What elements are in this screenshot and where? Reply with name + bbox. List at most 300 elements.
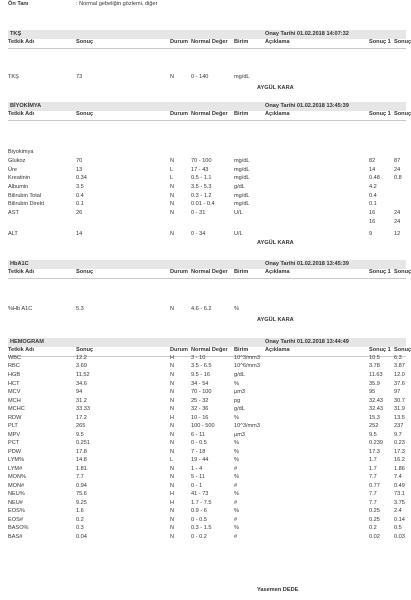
column-header-status: Durum [170, 269, 189, 275]
cell-result: 17.2 [76, 414, 87, 421]
column-header-prev2: Sonuç [394, 269, 411, 275]
table-row [0, 307, 406, 314]
cell-p1: 0.239 [369, 440, 383, 446]
table-row [0, 526, 406, 533]
cell-name: EOS% [8, 508, 25, 514]
cell-name: LYM# [8, 465, 23, 472]
section-header [8, 102, 406, 111]
cell-status: N [170, 74, 175, 80]
approval-date: Onay Tarihi 01.02.2018 14:07:32 [265, 31, 349, 37]
signer-name: AYGÜL KARA [257, 317, 294, 323]
cell-unit: µm3 [234, 389, 245, 395]
cell-name: PDW [8, 448, 22, 455]
table-row [0, 484, 406, 491]
table-row [0, 416, 406, 423]
cell-p1: 1.7 [369, 457, 377, 463]
cell-normal: 0 - 34 [191, 231, 206, 237]
signer-name: Yasemen DEDE [257, 587, 299, 593]
cell-unit: # [234, 482, 238, 489]
cell-p1: 0.1 [369, 201, 377, 207]
column-header-note: Açıklama [265, 347, 290, 353]
cell-p2: 0.49 [394, 482, 405, 489]
cell-result: 14.8 [76, 457, 87, 463]
cell-status: N [170, 380, 175, 387]
cell-result: 9.25 [76, 499, 87, 506]
column-header-prev2: Sonuç [394, 111, 411, 117]
cell-normal: 6 - 11 [191, 431, 205, 438]
column-header-unit: Birim [234, 111, 249, 117]
cell-normal: 0 - 0.5 [191, 440, 207, 446]
cell-unit: # [234, 499, 238, 506]
section-header [8, 338, 406, 347]
cell-result: 14 [76, 231, 83, 237]
cell-name: AST [8, 210, 19, 216]
cell-normal: 100 - 500 [191, 423, 215, 429]
cell-result: 0.2 [76, 516, 84, 523]
cell-p1: 16 [369, 219, 376, 225]
cell-p1: 0.25 [369, 516, 380, 523]
cell-p1: 95 [369, 389, 376, 395]
cell-result: 0.3 [76, 525, 84, 531]
cell-normal: 0.01 - 0.4 [191, 201, 215, 207]
cell-p1: 0.77 [369, 482, 380, 489]
cell-status: N [170, 448, 175, 455]
column-header-normal: Normal Değer [191, 111, 228, 117]
cell-result: 3.69 [76, 363, 87, 369]
header-rule [8, 48, 406, 49]
cell-status: N [170, 482, 175, 489]
cell-unit: mg/dL [234, 74, 250, 80]
cell-status: H [170, 491, 175, 497]
cell-p2: 0.23 [394, 440, 405, 446]
cell-unit: % [234, 380, 239, 387]
cell-p1: 82 [369, 158, 376, 164]
cell-status: N [170, 372, 175, 378]
cell-p1: 7.7 [369, 499, 377, 506]
cell-status: H [170, 414, 175, 421]
section-header [8, 260, 406, 269]
cell-normal: 3.5 - 6.5 [191, 363, 212, 369]
cell-result: 75.6 [76, 491, 87, 497]
cell-status: N [170, 406, 175, 412]
cell-result: 0.34 [76, 175, 87, 181]
cell-p2: 31.9 [394, 406, 405, 412]
cell-p1: 3.78 [369, 363, 380, 369]
cell-status: N [170, 158, 175, 164]
cell-name: MCHC [8, 406, 25, 412]
cell-status: N [170, 184, 175, 190]
cell-unit: % [234, 306, 239, 312]
cell-normal: 0.3 - 1.5 [191, 525, 212, 531]
signer-name: AYGÜL KARA [257, 240, 294, 246]
column-header-note: Açıklama [265, 111, 290, 117]
cell-result: 0.251 [76, 440, 90, 446]
cell-name: Albumin [8, 184, 29, 190]
cell-normal: 19 - 44 [191, 457, 209, 463]
table-row [0, 168, 406, 175]
cell-normal: 0 - 1 [191, 482, 203, 489]
column-header-unit: Birim [234, 347, 249, 353]
cell-unit: U/L [234, 231, 243, 237]
cell-unit: % [234, 474, 239, 480]
cell-p2: 13.5 [394, 414, 405, 421]
cell-status: L [170, 175, 174, 181]
cell-result: 0.94 [76, 482, 87, 489]
cell-name: RDW [8, 414, 22, 421]
table-row [0, 518, 406, 525]
cell-p2: 12.0 [394, 372, 405, 378]
cell-name: MCV [8, 389, 21, 395]
cell-name: BASO% [8, 525, 29, 531]
section-title: TKŞ [10, 31, 22, 37]
cell-status: N [170, 508, 175, 514]
column-header-normal: Normal Değer [191, 269, 228, 275]
column-header-prev1: Sonuç 1 [369, 39, 391, 45]
column-header-status: Durum [170, 111, 189, 117]
cell-p2: 24 [394, 219, 401, 225]
column-header-result: Sonuç [76, 39, 94, 45]
table-row [0, 194, 406, 201]
cell-p1: 16 [369, 210, 376, 216]
column-header-unit: Birim [234, 269, 249, 275]
table-row [0, 176, 406, 183]
table-row [0, 390, 406, 397]
cell-p1: 0.2 [369, 525, 377, 531]
cell-name: TKŞ [8, 74, 19, 80]
cell-unit: # [234, 533, 238, 540]
table-row [0, 492, 406, 499]
cell-unit: mg/dL [234, 193, 250, 199]
diagnosis-label: Ön Tanı [8, 1, 29, 7]
column-header-result: Sonuç [76, 347, 94, 353]
table-row [0, 407, 406, 414]
cell-unit: g/dL [234, 372, 245, 378]
cell-p1: 7.7 [369, 474, 377, 480]
cell-unit: mg/dL [234, 175, 250, 181]
cell-normal: 7 - 18 [191, 448, 206, 455]
cell-name: Bilirubin Direkt [8, 201, 45, 207]
cell-status: L [170, 166, 174, 173]
approval-date: Onay Tarihi 01.02.2018 13:45:39 [265, 261, 349, 267]
cell-unit: % [234, 508, 239, 514]
cell-unit: 10^3/mm3 [234, 355, 260, 361]
cell-status: N [170, 193, 175, 199]
cell-normal: 1.7 - 7.5 [191, 499, 212, 506]
cell-name: Kreatinin [8, 175, 31, 181]
cell-name: BAS# [8, 533, 23, 540]
table-row [0, 424, 406, 431]
cell-p2: 24 [394, 166, 401, 173]
cell-p2: 9.7 [394, 431, 402, 438]
column-header-note: Açıklama [265, 269, 290, 275]
cell-normal: 17 - 43 [191, 166, 209, 173]
cell-p2: 7.4 [394, 474, 402, 480]
cell-p2: 0.14 [394, 516, 405, 523]
cell-p1: 0.02 [369, 533, 380, 540]
cell-p2: 0.8 [394, 175, 402, 181]
cell-normal: 5 - 11 [191, 474, 205, 480]
column-header-note: Açıklama [265, 39, 290, 45]
cell-result: 0.4 [76, 193, 84, 199]
column-header-test: Tetkik Adı [8, 269, 35, 275]
cell-unit: 10^6/mm3 [234, 363, 260, 369]
cell-p1: 9.5 [369, 431, 377, 438]
cell-name: WBC [8, 355, 22, 361]
cell-status: N [170, 533, 175, 540]
cell-p1: 32.43 [369, 397, 383, 404]
table-row [0, 159, 406, 166]
cell-result: 3.5 [76, 184, 84, 190]
column-header-unit: Birim [234, 39, 249, 45]
cell-normal: 1 - 4 [191, 465, 203, 472]
header-rule [8, 120, 406, 121]
cell-result: 9.5 [76, 431, 84, 438]
cell-unit: % [234, 440, 239, 446]
table-row [0, 475, 406, 482]
cell-normal: 0 - 0.2 [191, 533, 207, 540]
cell-unit: U/L [234, 210, 243, 216]
table-row [0, 509, 406, 516]
cell-status: L [170, 457, 174, 463]
cell-p1: 9 [369, 231, 373, 237]
column-header-status: Durum [170, 347, 189, 353]
column-header-prev2: Sonuç [394, 347, 411, 353]
cell-status: H [170, 499, 175, 506]
cell-p1: 0.25 [369, 508, 380, 514]
table-row [0, 364, 406, 371]
cell-unit: mg/dL [234, 166, 250, 173]
table-row [0, 220, 406, 227]
cell-unit: # [234, 465, 238, 472]
cell-p2: 3.87 [394, 363, 405, 369]
column-header-prev2: Sonuç [394, 39, 411, 45]
table-row [0, 535, 406, 542]
cell-normal: 70 - 100 [191, 158, 212, 164]
signer-name: AYGÜL KARA [257, 85, 294, 91]
cell-status: N [170, 201, 175, 207]
cell-name: HCT [8, 380, 20, 387]
cell-result: 70 [76, 158, 83, 164]
cell-result: 5.3 [76, 306, 84, 312]
cell-unit: g/dL [234, 184, 245, 190]
cell-result: 12.2 [76, 355, 87, 361]
cell-status: N [170, 474, 175, 480]
table-row [0, 382, 406, 389]
cell-normal: 25 - 32 [191, 397, 209, 404]
column-header-status: Durum [170, 39, 189, 45]
cell-name: NEU# [8, 499, 23, 506]
cell-unit: mg/dL [234, 158, 250, 164]
table-row [0, 450, 406, 457]
diagnosis-value: : Normal gebeliğin gözlemi, diğer [76, 1, 158, 7]
cell-p2: 3.75 [394, 499, 405, 506]
cell-p2: 6.3 [394, 355, 402, 361]
cell-name: MCH [8, 397, 21, 404]
table-row [0, 373, 406, 380]
cell-unit: % [234, 448, 239, 455]
cell-unit: % [234, 525, 239, 531]
cell-p1: 17.3 [369, 448, 380, 455]
cell-p1: 7.7 [369, 491, 377, 497]
cell-name: MON# [8, 482, 25, 489]
section-subtitle: Biyokimya [8, 149, 34, 155]
cell-name: Üre [8, 166, 18, 173]
table-row [0, 501, 406, 508]
cell-normal: 0 - 0.5 [191, 516, 207, 523]
cell-status: N [170, 525, 175, 531]
cell-status: N [170, 431, 175, 438]
cell-unit: pg [234, 397, 241, 404]
cell-result: 31.2 [76, 397, 87, 404]
cell-name: Bilirubin Total [8, 193, 42, 199]
cell-result: 1.81 [76, 465, 87, 472]
column-header-prev1: Sonuç 1 [369, 347, 391, 353]
cell-p1: 1.7 [369, 465, 377, 472]
cell-name: NEU% [8, 491, 25, 497]
column-header-prev1: Sonuç 1 [369, 111, 391, 117]
cell-result: 0.1 [76, 201, 84, 207]
cell-status: N [170, 363, 175, 369]
cell-normal: 3 - 10 [191, 355, 206, 361]
cell-normal: 0.3 - 1.2 [191, 193, 212, 199]
cell-normal: 34 - 54 [191, 380, 209, 387]
cell-name: EOS# [8, 516, 23, 523]
table-row [0, 232, 406, 239]
cell-unit: 10^3/mm3 [234, 423, 260, 429]
table-row [0, 356, 406, 363]
cell-result: 11.52 [76, 372, 90, 378]
cell-normal: 41 - 73 [191, 491, 209, 497]
cell-p2: 24 [394, 210, 401, 216]
cell-p2: 0.03 [394, 533, 405, 540]
section-title: HEMOGRAM [10, 339, 44, 345]
cell-name: MON% [8, 474, 27, 480]
cell-normal: 32 - 36 [191, 406, 209, 412]
column-header-test: Tetkik Adı [8, 111, 35, 117]
cell-status: N [170, 423, 175, 429]
table-row [0, 441, 406, 448]
table-row [0, 433, 406, 440]
cell-p2: 237 [394, 423, 404, 429]
cell-p1: 0.4 [369, 193, 377, 199]
cell-name: HGB [8, 372, 21, 378]
cell-status: N [170, 465, 175, 472]
cell-status: N [170, 516, 175, 523]
cell-status: N [170, 306, 175, 312]
cell-p1: 0.48 [369, 175, 380, 181]
cell-normal: 3.5 - 5.3 [191, 184, 212, 190]
cell-result: 265 [76, 423, 86, 429]
cell-p2: 87 [394, 158, 401, 164]
cell-name: PLT [8, 423, 18, 429]
cell-result: 1.6 [76, 508, 84, 514]
cell-p2: 12 [394, 231, 401, 237]
column-header-test: Tetkik Adı [8, 347, 35, 353]
cell-normal: 0 - 140 [191, 74, 209, 80]
column-header-normal: Normal Değer [191, 39, 228, 45]
cell-unit: g/dL [234, 406, 245, 412]
column-header-test: Tetkik Adı [8, 39, 35, 45]
cell-normal: 9.5 - 16 [191, 372, 210, 378]
cell-result: 0.04 [76, 533, 87, 540]
cell-name: MPV [8, 431, 21, 438]
cell-p1: 32.43 [369, 406, 383, 412]
cell-unit: % [234, 491, 239, 497]
cell-p2: 0.5 [394, 525, 402, 531]
cell-p2: 2.4 [394, 508, 402, 514]
cell-result: 94 [76, 389, 83, 395]
cell-name: ALT [8, 231, 18, 237]
cell-name: Glukoz [8, 158, 26, 164]
table-row [0, 202, 406, 209]
approval-date: Onay Tarihi 01.02.2018 13:44:49 [265, 339, 349, 345]
cell-name: RBC [8, 363, 20, 369]
cell-p1: 35.9 [369, 380, 380, 387]
column-header-normal: Normal Değer [191, 347, 228, 353]
cell-p1: 11.63 [369, 372, 383, 378]
cell-result: 33.33 [76, 406, 90, 412]
cell-status: H [170, 355, 175, 361]
cell-status: N [170, 389, 175, 395]
column-header-result: Sonuç [76, 269, 94, 275]
cell-normal: 0 - 31 [191, 210, 206, 216]
table-row [0, 211, 406, 218]
approval-date: Onay Tarihi 01.02.2018 13:45:39 [265, 103, 349, 109]
table-row [0, 458, 406, 465]
cell-p2: 37.6 [394, 380, 405, 387]
column-header-result: Sonuç [76, 111, 94, 117]
cell-status: N [170, 231, 175, 237]
cell-result: 13 [76, 166, 83, 173]
table-row [0, 399, 406, 406]
cell-normal: 4.6 - 6.2 [191, 306, 212, 312]
cell-unit: % [234, 457, 239, 463]
cell-p2: 17.3 [394, 448, 405, 455]
cell-p1: 252 [369, 423, 379, 429]
header-rule [8, 278, 406, 279]
cell-status: N [170, 440, 175, 446]
cell-p1: 4.2 [369, 184, 377, 190]
cell-p1: 10.5 [369, 355, 380, 361]
cell-unit: % [234, 414, 239, 421]
cell-p2: 1.86 [394, 465, 405, 472]
cell-p1: 14 [369, 166, 376, 173]
table-row [0, 185, 406, 192]
column-header-prev1: Sonuç 1 [369, 269, 391, 275]
table-row [0, 75, 406, 82]
cell-normal: 0.9 - 6 [191, 508, 207, 514]
cell-unit: mg/dL [234, 201, 250, 207]
cell-name: %Hb A1C [8, 306, 33, 312]
cell-p2: 97 [394, 389, 401, 395]
cell-normal: 0.5 - 1.1 [191, 175, 212, 181]
cell-result: 34.6 [76, 380, 87, 387]
cell-status: N [170, 397, 175, 404]
cell-p2: 73.1 [394, 491, 405, 497]
table-row [0, 467, 406, 474]
cell-result: 26 [76, 210, 83, 216]
cell-normal: 10 - 16 [191, 414, 209, 421]
cell-p2: 16.2 [394, 457, 405, 463]
cell-unit: # [234, 516, 238, 523]
section-title: BİYOKİMYA [10, 103, 42, 109]
section-title: HbA1C [10, 261, 29, 267]
cell-status: N [170, 210, 175, 216]
cell-unit: µm3 [234, 431, 245, 438]
cell-p1: 15.3 [369, 414, 380, 421]
cell-name: LYM% [8, 457, 25, 463]
cell-result: 7.7 [76, 474, 84, 480]
